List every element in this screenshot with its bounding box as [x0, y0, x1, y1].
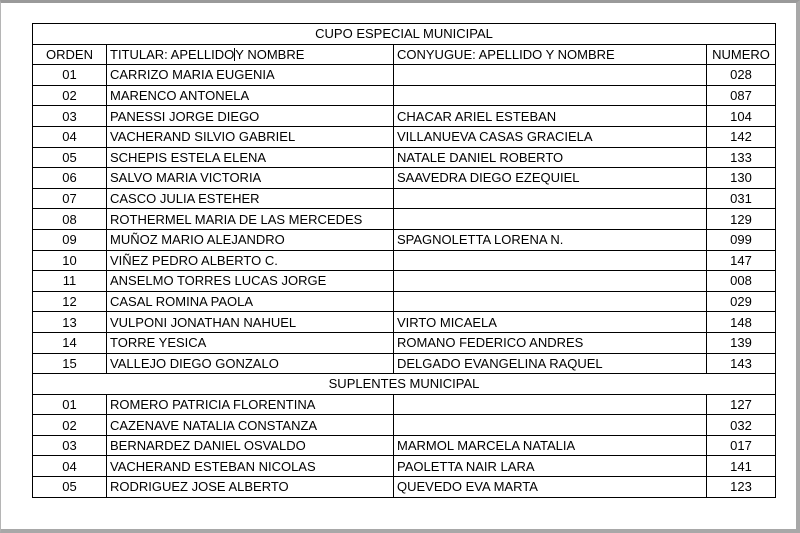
- cell-orden: 03: [33, 435, 107, 456]
- table-row: [33, 415, 776, 436]
- table-row: [33, 106, 776, 127]
- table-row: [33, 435, 776, 456]
- table-row: [33, 312, 776, 333]
- cell-titular: VULPONI JONATHAN NAHUEL: [107, 312, 394, 333]
- cell-numero: 129: [707, 209, 776, 230]
- section-header-main: [33, 24, 776, 45]
- cell-conyuge: MARMOL MARCELA NATALIA: [394, 435, 707, 456]
- cell-titular: VALLEJO DIEGO GONZALO: [107, 353, 394, 374]
- table-row: [33, 291, 776, 312]
- table-row: [33, 332, 776, 353]
- cell-numero: 148: [707, 312, 776, 333]
- table-row: [33, 353, 776, 374]
- cell-orden: 12: [33, 291, 107, 312]
- cell-titular: RODRIGUEZ JOSE ALBERTO: [107, 477, 394, 498]
- cell-conyuge: SPAGNOLETTA LORENA N.: [394, 229, 707, 250]
- table-row: [33, 126, 776, 147]
- cell-orden: 13: [33, 312, 107, 333]
- cell-conyuge: [394, 65, 707, 86]
- cell-numero: 143: [707, 353, 776, 374]
- cell-titular: MARENCO ANTONELA: [107, 85, 394, 106]
- cell-titular: VACHERAND ESTEBAN NICOLAS: [107, 456, 394, 477]
- cell-orden: 06: [33, 168, 107, 189]
- cell-titular: SALVO MARIA VICTORIA: [107, 168, 394, 189]
- table-row: [33, 394, 776, 415]
- cell-titular: ROMERO PATRICIA FLORENTINA: [107, 394, 394, 415]
- cell-orden: 07: [33, 188, 107, 209]
- cell-orden: 01: [33, 394, 107, 415]
- cell-titular: TORRE YESICA: [107, 332, 394, 353]
- table-row: [33, 147, 776, 168]
- cell-orden: 02: [33, 85, 107, 106]
- cell-numero: 123: [707, 477, 776, 498]
- cell-conyuge: DELGADO EVANGELINA RAQUEL: [394, 353, 707, 374]
- col-header-numero: NUMERO: [707, 44, 776, 65]
- column-header-row: [33, 44, 776, 65]
- cell-conyuge: VIRTO MICAELA: [394, 312, 707, 333]
- cell-conyuge: [394, 188, 707, 209]
- cell-titular: CASAL ROMINA PAOLA: [107, 291, 394, 312]
- table-row: [33, 477, 776, 498]
- cell-orden: 09: [33, 229, 107, 250]
- cell-numero: 127: [707, 394, 776, 415]
- cell-numero: 032: [707, 415, 776, 436]
- cell-conyuge: NATALE DANIEL ROBERTO: [394, 147, 707, 168]
- cell-numero: 029: [707, 291, 776, 312]
- cell-conyuge: ROMANO FEDERICO ANDRES: [394, 332, 707, 353]
- table-row: [33, 229, 776, 250]
- cell-titular: CASCO JULIA ESTEHER: [107, 188, 394, 209]
- cell-titular: SCHEPIS ESTELA ELENA: [107, 147, 394, 168]
- cell-numero: 130: [707, 168, 776, 189]
- cell-conyuge: [394, 250, 707, 271]
- col-header-titular-b: Y NOMBRE: [235, 46, 305, 62]
- roster-table: [32, 23, 776, 498]
- cell-conyuge: [394, 209, 707, 230]
- cell-orden: 04: [33, 126, 107, 147]
- table-row: [33, 188, 776, 209]
- cell-orden: 15: [33, 353, 107, 374]
- cell-conyuge: VILLANUEVA CASAS GRACIELA: [394, 126, 707, 147]
- col-header-titular-a: TITULAR: APELLIDO: [110, 46, 235, 62]
- cell-numero: 142: [707, 126, 776, 147]
- cell-titular: PANESSI JORGE DIEGO: [107, 106, 394, 127]
- section-title-suplentes: SUPLENTES MUNICIPAL: [33, 374, 776, 395]
- cell-titular: MUÑOZ MARIO ALEJANDRO: [107, 229, 394, 250]
- cell-orden: 11: [33, 271, 107, 292]
- cell-conyuge: [394, 394, 707, 415]
- cell-conyuge: SAAVEDRA DIEGO EZEQUIEL: [394, 168, 707, 189]
- col-header-titular: [107, 44, 394, 65]
- col-header-conyuge: CONYUGUE: APELLIDO Y NOMBRE: [394, 44, 707, 65]
- cell-numero: 017: [707, 435, 776, 456]
- cell-numero: 031: [707, 188, 776, 209]
- cell-conyuge: [394, 415, 707, 436]
- cell-orden: 04: [33, 456, 107, 477]
- cell-numero: 139: [707, 332, 776, 353]
- cell-numero: 087: [707, 85, 776, 106]
- cell-conyuge: [394, 291, 707, 312]
- cell-numero: 028: [707, 65, 776, 86]
- cell-orden: 03: [33, 106, 107, 127]
- cell-orden: 10: [33, 250, 107, 271]
- cell-titular: ROTHERMEL MARIA DE LAS MERCEDES: [107, 209, 394, 230]
- cell-numero: 104: [707, 106, 776, 127]
- cell-conyuge: [394, 271, 707, 292]
- cell-orden: 02: [33, 415, 107, 436]
- cell-titular: ANSELMO TORRES LUCAS JORGE: [107, 271, 394, 292]
- roster-body: [33, 24, 776, 498]
- cell-orden: 05: [33, 477, 107, 498]
- cell-titular: VACHERAND SILVIO GABRIEL: [107, 126, 394, 147]
- cell-conyuge: QUEVEDO EVA MARTA: [394, 477, 707, 498]
- cell-conyuge: CHACAR ARIEL ESTEBAN: [394, 106, 707, 127]
- table-row: [33, 65, 776, 86]
- cell-titular: CAZENAVE NATALIA CONSTANZA: [107, 415, 394, 436]
- cell-numero: 147: [707, 250, 776, 271]
- cell-orden: 05: [33, 147, 107, 168]
- cell-conyuge: PAOLETTA NAIR LARA: [394, 456, 707, 477]
- cell-numero: 008: [707, 271, 776, 292]
- table-row: [33, 209, 776, 230]
- cell-conyuge: [394, 85, 707, 106]
- cell-orden: 08: [33, 209, 107, 230]
- cell-titular: CARRIZO MARIA EUGENIA: [107, 65, 394, 86]
- cell-numero: 099: [707, 229, 776, 250]
- table-row: [33, 250, 776, 271]
- cell-orden: 01: [33, 65, 107, 86]
- section-header-suplentes: [33, 374, 776, 395]
- cell-titular: VIÑEZ PEDRO ALBERTO C.: [107, 250, 394, 271]
- cell-numero: 133: [707, 147, 776, 168]
- col-header-orden: ORDEN: [33, 44, 107, 65]
- table-row: [33, 168, 776, 189]
- section-title-main: CUPO ESPECIAL MUNICIPAL: [33, 24, 776, 45]
- cell-orden: 14: [33, 332, 107, 353]
- table-row: [33, 271, 776, 292]
- cell-titular: BERNARDEZ DANIEL OSVALDO: [107, 435, 394, 456]
- cell-numero: 141: [707, 456, 776, 477]
- table-row: [33, 85, 776, 106]
- table-row: [33, 456, 776, 477]
